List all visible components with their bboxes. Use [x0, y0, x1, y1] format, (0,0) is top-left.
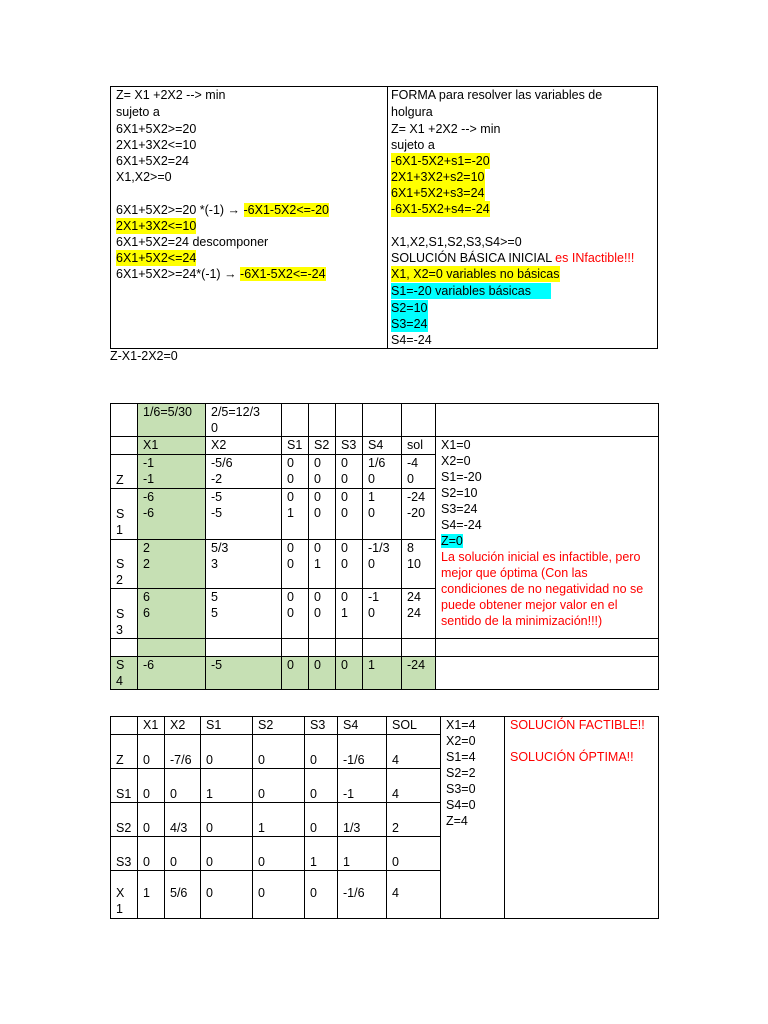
header-sol: SOL: [387, 717, 441, 735]
header-x2: X2: [206, 437, 282, 455]
initial-solution-summary: X1=0 X2=0 S1=-20 S2=10 S3=24 S4=-24 Z=0 La solución inicial es infactible, pero mejor que óptima (Con las condiciones de no negatividad no se puede obtener mejor valor en el sentido de la minimización!!!): [436, 437, 659, 639]
objective-line: Z= X1 +2X2 --> min: [116, 88, 226, 102]
infeasible-explanation: La solución inicial es infactible, pero mejor que óptima (Con las condiciones de no negatividad no se puede obtener mejor valor en el sentido de la minimización!!!): [441, 550, 644, 628]
basic-value: S2=10: [391, 301, 428, 315]
row-label: S3: [111, 837, 138, 871]
nonneg-line: X1,X2>=0: [116, 170, 172, 184]
row-label: S2: [111, 803, 138, 837]
optimal-solution-summary: X1=4 X2=0 S1=4 S2=2 S3=0 S4=0 Z=4: [441, 717, 505, 919]
header-x2: X2: [165, 717, 201, 735]
header-s3: S3: [336, 437, 363, 455]
row-label: S 2: [111, 540, 138, 589]
header-s2: S2: [309, 437, 336, 455]
row-label: Z: [111, 735, 138, 769]
original-problem-cell: [111, 87, 388, 348]
cell-x1: -1 -1: [138, 455, 206, 489]
transform-line: 6X1+5X2>=20 *(-1) → -6X1-5X2<=-20: [116, 203, 329, 217]
header-s2: S2: [253, 717, 305, 735]
row-label: S 1: [111, 489, 138, 540]
row-label: S 3: [111, 589, 138, 639]
optima-label: SOLUCIÓN ÓPTIMA!!: [510, 750, 634, 764]
row-label: X 1: [111, 871, 138, 919]
header-s1: S1: [201, 717, 253, 735]
subject-to-line: sujeto a: [116, 105, 160, 119]
solution-status: [505, 717, 659, 919]
header-s4: S4: [363, 437, 402, 455]
slack-title-line: holgura: [391, 105, 433, 119]
row-label: Z: [111, 455, 138, 489]
subject-to-line: sujeto a: [391, 138, 435, 152]
highlighted-constraint: -6X1-5X2<=-24: [240, 267, 326, 281]
constraint-line: 2X1+3X2<=10: [116, 138, 197, 152]
factible-label: SOLUCIÓN FACTIBLE!!: [510, 718, 645, 732]
basic-value: S3=24: [391, 317, 428, 331]
header-sol: sol: [402, 437, 436, 455]
corner-cell: [111, 404, 138, 437]
slack-title-line: FORMA para resolver las variables de: [391, 88, 603, 102]
basic-value: S4=-24: [391, 333, 432, 347]
optimal-tableau: X1 X2 S1 S2 S3 S4 SOL X1=4 X2=0 S1=4 S2=2 S3=0 S4=0 Z=4 SOLUCIÓN FACTIBLE!! SOLUCIÓN ÓPTIMA!! Z 0 -7/6 0 0 0 -1/6 4 S1 0 0 1 0 0 -1 4 S2 0 4/3 0 1 0 1/3 2 S3 0 0 0 0 1 1 0 X 1 1 5/6 0 0 0 -1/6 4: [110, 716, 659, 919]
highlighted-constraint: 6X1+5X2<=24: [116, 251, 197, 265]
transform-line: 6X1+5X2>=24*(-1) → -6X1-5X2<=-24: [116, 267, 326, 281]
initial-solution-line: SOLUCIÓN BÁSICA INICIAL es INfactible!!!: [391, 251, 635, 265]
ratio-x1: 1/6=5/30: [138, 404, 206, 437]
constraint-line: 6X1+5X2=24: [116, 154, 189, 168]
header-s1: S1: [282, 437, 309, 455]
formulation-table: [110, 86, 658, 349]
nonbasic-line: X1, X2=0 variables no básicas: [391, 267, 560, 281]
objective-equation: Z-X1-2X2=0: [110, 349, 178, 363]
slack-form-cell: [387, 87, 657, 348]
row-label: S1: [111, 769, 138, 803]
slack-constraint: 2X1+3X2+s2=10: [391, 170, 485, 184]
slack-constraint: -6X1-5X2+s1=-20: [391, 154, 490, 168]
pivot-row-label: S 4: [111, 657, 138, 690]
pivot-element: -6: [138, 657, 206, 690]
slack-constraint: 6X1+5X2+s3=24: [391, 186, 485, 200]
header-x1: X1: [138, 437, 206, 455]
slack-constraint: -6X1-5X2+s4=-24: [391, 202, 490, 216]
initial-tableau: 1/6=5/30 2/5=12/3 0 X1 X2 S1 S2 S3 S4 sol X1=0 X2=0 S1=-20 S2=10 S3=24 S4=-24 Z=0 La solución inicial es infactible, pero mejor que óptima (Con las condiciones de no negatividad no se puede obtener mejor valor en el sentido de la minimización!!!) Z -1 -1 -5/6 -2 0 0 0 0 0 0 1/6 0 -4 0 S 1 -6 -6 -5 -5 0 1 0 0 0 0 1 0 -24 -20 S 2 2 2 5/3 3 0 0 0 1 0 0 -1/3 0 8 10 S 3 6 6 5 5 0 0 0 0 0 1 -1 0 24 24 S 4 -6 -5 0 0 0 1 -24: [110, 403, 659, 690]
transform-line: 6X1+5X2=24 descomponer: [116, 235, 269, 249]
objective-line: Z= X1 +2X2 --> min: [391, 122, 501, 136]
nonneg-line: X1,X2,S1,S2,S3,S4>=0: [391, 235, 522, 249]
row-label: [111, 639, 138, 657]
infeasible-note: es INfactible!!!: [555, 251, 635, 265]
basic-line: S1=-20 variables básicas: [391, 283, 551, 299]
cell-x2: -5/6 -2: [206, 455, 282, 489]
header-s3: S3: [305, 717, 338, 735]
highlighted-constraint: 2X1+3X2<=10: [116, 219, 197, 233]
z-value: Z=0: [441, 534, 463, 548]
header-s4: S4: [338, 717, 387, 735]
ratio-x2: 2/5=12/3 0: [206, 404, 282, 437]
header-x1: X1: [138, 717, 165, 735]
highlighted-constraint: -6X1-5X2<=-20: [243, 203, 329, 217]
constraint-line: 6X1+5X2>=20: [116, 122, 197, 136]
